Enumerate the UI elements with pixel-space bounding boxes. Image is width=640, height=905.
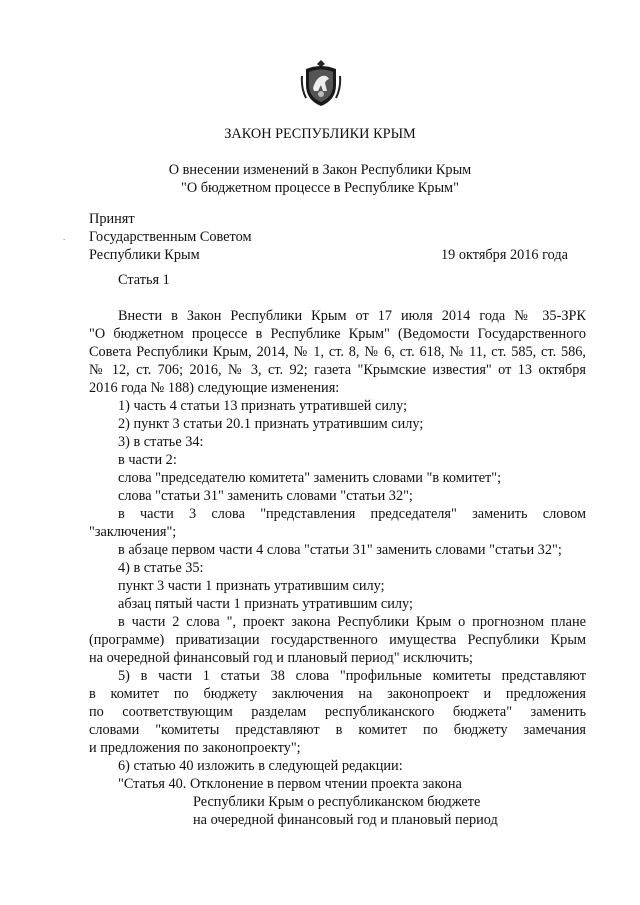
body-line: Республики Крым о республиканском бюджете [193,794,481,810]
body-line: 2) пункт 3 статьи 20.1 признать утратившим силу; [118,416,424,432]
body-line: Совета Республики Крым, 2014, № 1, ст. 8, № 6, ст. 618, № 11, ст. 585, ст. 586, [89,344,586,360]
body-line: 5) в части 1 статьи 38 слова "профильные комитеты представляют [118,668,586,684]
adopted-by-line-2: Республики Крым [89,247,200,263]
body-line: 1) часть 4 статьи 13 признать утратившей силу; [118,398,408,414]
body-line: 2016 года № 188) следующие изменения: [89,380,340,396]
body-line: 6) статью 40 изложить в следующей редакции: [118,758,403,774]
body-line: "О бюджетном процессе в Республике Крым" (Ведомости Государственного [89,326,586,342]
body-line: по соответствующим разделам республиканского бюджета" заменить [89,704,586,720]
adoption-date: 19 октября 2016 года [441,247,569,263]
body-line: слова "председателю комитета" заменить словами "в комитет"; [118,470,502,486]
coat-of-arms-icon [300,58,342,108]
law-subtitle-line-1: О внесении изменений в Закон Республики Крым [168,162,472,178]
body-line: Внести в Закон Республики Крым от 17 июля 2014 года № 35-ЗРК [118,308,586,324]
body-line: 4) в статье 35: [118,560,204,576]
body-line: в части 2: [118,452,177,468]
body-line: в части 2 слова ", проект закона Республики Крым о прогнозном плане [118,614,586,630]
body-line: в комитет по бюджету заключения на законопроект и предложения [89,686,586,702]
body-line: на очередной финансовый год и плановый период [193,812,498,828]
body-line: "заключения"; [89,524,177,540]
body-line: абзац пятый части 1 признать утратившим силу; [118,596,413,612]
law-subtitle-line-2: "О бюджетном процессе в Республике Крым" [181,180,459,196]
adopted-by-line: Государственным Советом [89,229,252,245]
body-line: (программе) приватизации государственного имущества Республики Крым [89,632,586,648]
body-line: в части 3 слова "представления председателя" заменить словом [118,506,586,522]
body-line: "Статья 40. Отклонение в первом чтении проекта закона [118,776,462,792]
article-heading: Статья 1 [118,272,170,288]
body-line: и предложения по законопроекту"; [89,740,301,756]
adopted-label: Принят [89,211,135,227]
body-line: 3) в статье 34: [118,434,204,450]
body-line: слова "статьи 31" заменить словами "статьи 32"; [118,488,413,504]
body-line: на очередной финансовый год и плановый период" исключить; [89,650,473,666]
body-line: № 12, ст. 706; 2016, № 3, ст. 92; газета "Крымские известия" от 13 октября [89,362,586,378]
body-line: в абзаце первом части 4 слова "статьи 31" заменить словами "статьи 32"; [118,542,562,558]
body-line: словами "комитеты представляют в комитет по бюджету замечания [89,722,586,738]
law-title: ЗАКОН РЕСПУБЛИКИ КРЫМ [224,126,416,142]
margin-mark: . [63,232,66,242]
body-line: пункт 3 части 1 признать утратившим силу; [118,578,385,594]
